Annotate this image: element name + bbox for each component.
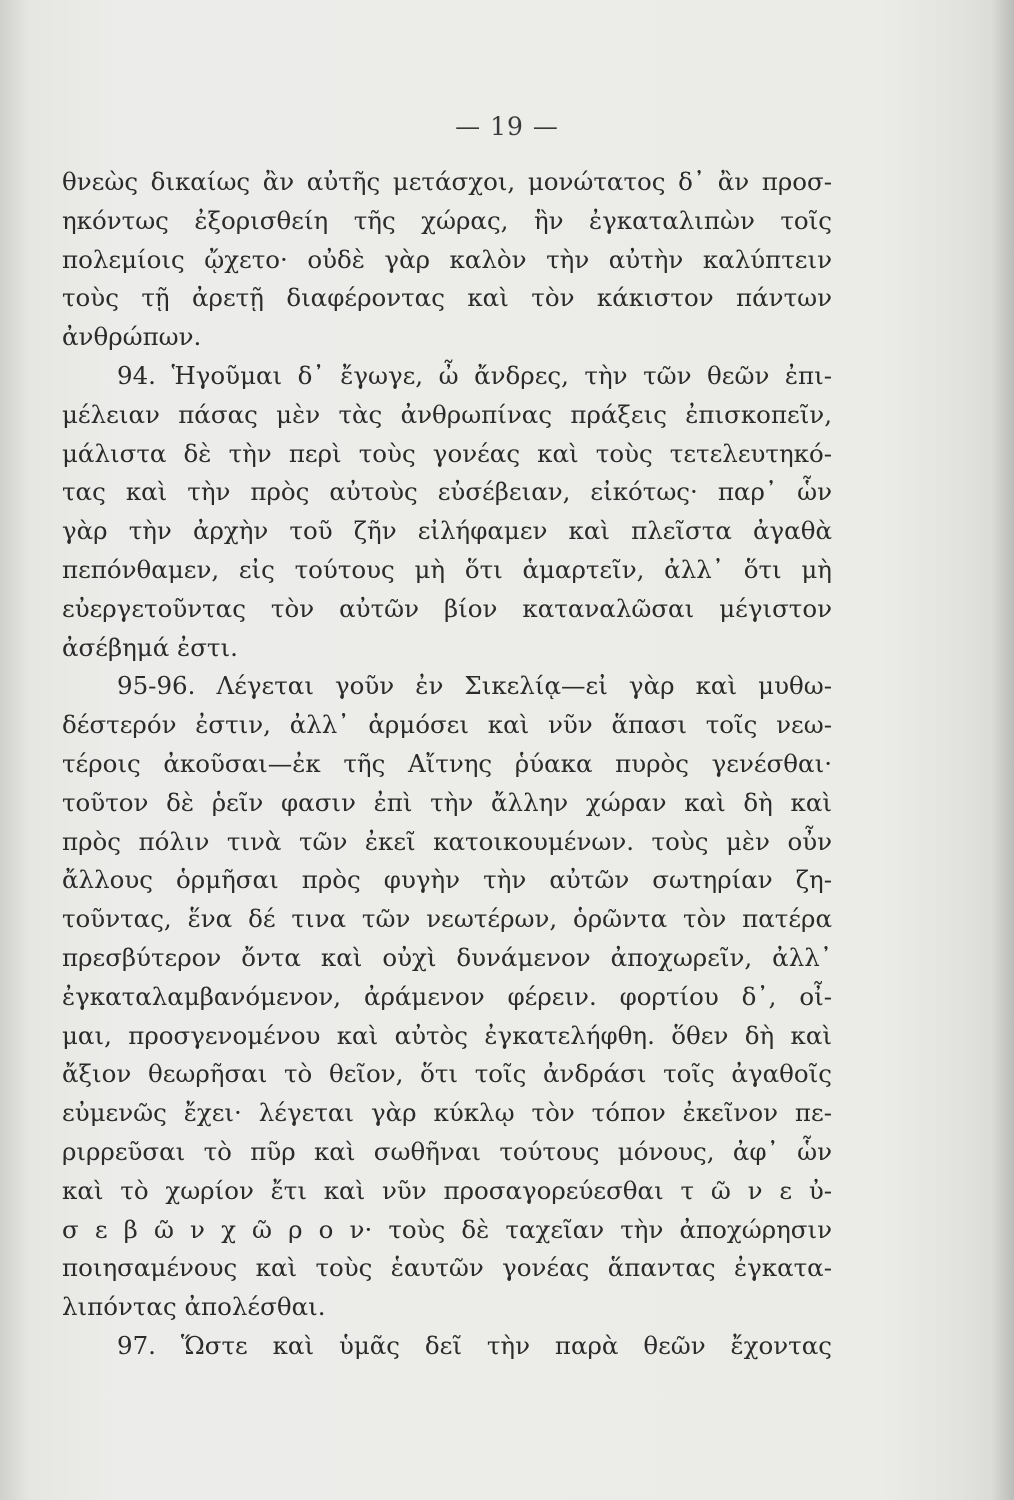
page-number: — 19 — bbox=[455, 112, 559, 141]
paragraph-start-94: 94. Ἡγοῦμαι δ᾽ ἔγωγε, ὦ ἄνδρες, τὴν τῶν θεῶν ἐπι- bbox=[117, 360, 832, 390]
text-line: ἐγκαταλαμβανόμενον, ἀράμενον φέρειν. φορτίου δ᾽, οἶ- bbox=[62, 981, 832, 1011]
paragraph-start-97: 97. Ὥστε καὶ ὑμᾶς δεῖ τὴν παρὰ θεῶν ἔχοντας bbox=[117, 1330, 832, 1360]
body-text bbox=[62, 163, 832, 1366]
text-line: μαι, προσγενομένου καὶ αὐτὸς ἐγκατελήφθη. ὅθεν δὴ καὶ bbox=[62, 1020, 832, 1050]
text-line: ἀσέβημά ἐστι. bbox=[62, 632, 238, 662]
text-line: μέλειαν πάσας μὲν τὰς ἀνθρωπίνας πράξεις ἐπισκοπεῖν, bbox=[62, 399, 832, 429]
text-line: τας καὶ τὴν πρὸς αὐτοὺς εὐσέβειαν, εἰκότως· παρ᾽ ὧν bbox=[62, 477, 832, 507]
text-line: τοὺς τῇ ἀρετῇ διαφέροντας καὶ τὸν κάκιστον πάντων bbox=[62, 283, 832, 313]
text-line: πρὸς πόλιν τινὰ τῶν ἐκεῖ κατοικουμένων. τοὺς μὲν οὖν bbox=[62, 826, 832, 856]
page-edge-shadow bbox=[992, 0, 1014, 1500]
text-line: καὶ τὸ χωρίον ἔτι καὶ νῦν προσαγορεύεσθαι τ ῶ ν ε ὐ- bbox=[62, 1175, 832, 1205]
text-line: ἄλλους ὁρμῆσαι πρὸς φυγὴν τὴν αὐτῶν σωτηρίαν ζη- bbox=[62, 865, 832, 895]
paragraph-start-95-96: 95-96. Λέγεται γοῦν ἐν Σικελίᾳ—εἰ γὰρ καὶ μυθω- bbox=[117, 671, 832, 701]
text-line: ριρρεῦσαι τὸ πῦρ καὶ σωθῆναι τούτους μόνους, ἀφ᾽ ὧν bbox=[62, 1136, 832, 1166]
text-line: πρεσβύτερον ὄντα καὶ οὐχὶ δυνάμενον ἀποχωρεῖν, ἀλλ᾽ bbox=[62, 942, 832, 972]
text-line: ποιησαμένους καὶ τοὺς ἑαυτῶν γονέας ἅπαντας ἐγκατα- bbox=[62, 1253, 832, 1283]
text-line: πολεμίοις ᾤχετο· οὐδὲ γὰρ καλὸν τὴν αὐτὴν καλύπτειν bbox=[62, 244, 832, 274]
text-line: τέροις ἀκοῦσαι—ἐκ τῆς Αἴτνης ῥύακα πυρὸς γενέσθαι· bbox=[62, 748, 832, 778]
text-line: εὐμενῶς ἔχει· λέγεται γὰρ κύκλῳ τὸν τόπον ἐκεῖνον πε- bbox=[62, 1098, 832, 1128]
text-line: γὰρ τὴν ἀρχὴν τοῦ ζῆν εἰλήφαμεν καὶ πλεῖστα ἀγαθὰ bbox=[62, 516, 832, 546]
text-line: πεπόνθαμεν, εἰς τούτους μὴ ὅτι ἁμαρτεῖν, ἀλλ᾽ ὅτι μὴ bbox=[62, 554, 832, 584]
text-line: μάλιστα δὲ τὴν περὶ τοὺς γονέας καὶ τοὺς τετελευτηκό- bbox=[62, 438, 832, 468]
text-line: ἀνθρώπων. bbox=[62, 322, 202, 352]
text-line: δέστερόν ἐστιν, ἀλλ᾽ ἁρμόσει καὶ νῦν ἅπασι τοῖς νεω- bbox=[62, 710, 832, 740]
text-line: ἄξιον θεωρῆσαι τὸ θεῖον, ὅτι τοῖς ἀνδράσι τοῖς ἀγαθοῖς bbox=[62, 1059, 832, 1089]
text-line: εὐεργετοῦντας τὸν αὐτῶν βίον καταναλῶσαι μέγιστον bbox=[62, 593, 832, 623]
text-line: σ ε β ῶ ν χ ῶ ρ ο ν· τοὺς δὲ ταχεῖαν τὴν ἀποχώρησιν bbox=[62, 1214, 832, 1244]
text-line: θνεὼς δικαίως ἂν αὐτῆς μετάσχοι, μονώτατος δ᾽ ἂν προσ- bbox=[62, 167, 832, 196]
text-line: τοῦντας, ἕνα δέ τινα τῶν νεωτέρων, ὁρῶντα τὸν πατέρα bbox=[62, 904, 832, 934]
text-line: λιπόντας ἀπολέσθαι. bbox=[62, 1292, 326, 1322]
text-line: ηκόντως ἐξορισθείη τῆς χώρας, ἣν ἐγκαταλιπὼν τοῖς bbox=[62, 205, 832, 235]
text-line: τοῦτον δὲ ῥεῖν φασιν ἐπὶ τὴν ἄλλην χώραν καὶ δὴ καὶ bbox=[62, 787, 832, 817]
